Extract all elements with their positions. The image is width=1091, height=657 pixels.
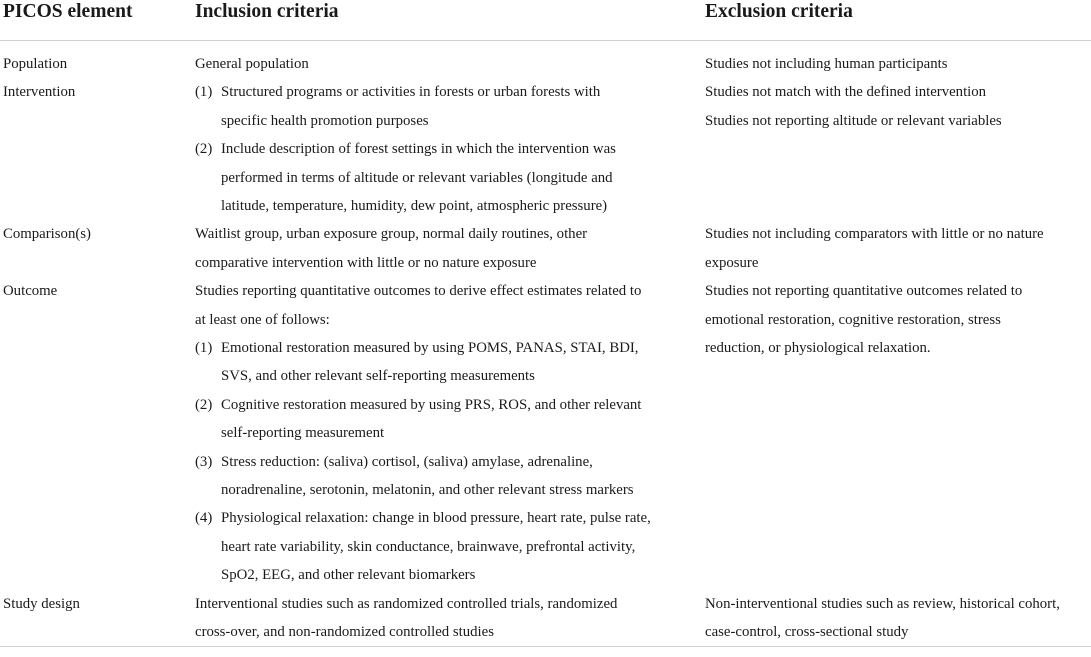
table-header	[0, 0, 1091, 41]
inclusion-criteria-cell	[195, 50, 685, 78]
inclusion-item-line: SpO2, EEG, and other relevant biomarkers	[221, 567, 476, 584]
exclusion-criteria-cell	[705, 78, 1091, 135]
table-row	[0, 78, 1091, 220]
inclusion-item-line: Include description of forest settings in which the intervention was	[221, 141, 616, 158]
inclusion-list-item	[195, 78, 685, 135]
exclusion-criteria-cell	[705, 590, 1091, 647]
exclusion-text-line: Studies not match with the defined intervention	[705, 84, 987, 101]
inclusion-item-line: heart rate variability, skin conductance, brainwave, prefrontal activity,	[221, 538, 636, 555]
inclusion-text-line: General population	[195, 56, 309, 72]
inclusion-list-item	[195, 448, 685, 505]
list-item-number: (1)	[195, 340, 213, 356]
inclusion-item-line: specific health promotion purposes	[221, 112, 429, 129]
inclusion-criteria-cell	[195, 277, 685, 589]
exclusion-text-line: case-control, cross-sectional study	[705, 623, 909, 640]
table-row	[0, 590, 1091, 647]
exclusion-text-line: Studies not reporting quantitative outcomes related to	[705, 283, 1023, 300]
inclusion-item-line: self-reporting measurement	[221, 425, 385, 442]
exclusion-criteria-cell	[705, 50, 1091, 78]
inclusion-item-line: Emotional restoration measured by using POMS, PANAS, STAI, BDI,	[221, 340, 639, 356]
inclusion-criteria-cell	[195, 78, 685, 220]
list-item-number: (2)	[195, 396, 213, 413]
table-body	[0, 50, 1091, 646]
header-picos-element: PICOS element	[3, 1, 133, 22]
inclusion-text-line: Studies reporting quantitative outcomes to derive effect estimates related to	[195, 283, 642, 300]
exclusion-text-line: Studies not including human participants	[705, 56, 948, 72]
exclusion-text-line: Studies not reporting altitude or relevant variables	[705, 112, 1002, 129]
picos-element-cell: Study design	[3, 595, 80, 612]
inclusion-item-line: noradrenaline, serotonin, melatonin, and other relevant stress markers	[221, 482, 634, 499]
exclusion-criteria-cell	[705, 277, 1091, 362]
inclusion-item-line: Structured programs or activities in forests or urban forests with	[221, 84, 601, 101]
header-exclusion-criteria: Exclusion criteria	[705, 1, 853, 22]
inclusion-item-line: Cognitive restoration measured by using PRS, ROS, and other relevant	[221, 396, 642, 413]
header-inclusion-criteria: Inclusion criteria	[195, 1, 339, 22]
list-item-number: (4)	[195, 510, 213, 527]
table-row	[0, 277, 1091, 589]
inclusion-item-line: Physiological relaxation: change in blood pressure, heart rate, pulse rate,	[221, 510, 651, 527]
inclusion-item-line: performed in terms of altitude or relevant variables (longitude and	[221, 169, 613, 186]
inclusion-item-line: latitude, temperature, humidity, dew point, atmospheric pressure)	[221, 198, 608, 215]
list-item-number: (1)	[195, 84, 213, 101]
inclusion-item-line: SVS, and other relevant self-reporting measurements	[221, 368, 535, 385]
inclusion-text-line: Waitlist group, urban exposure group, normal daily routines, other	[195, 226, 588, 243]
inclusion-text-line: at least one of follows:	[195, 311, 330, 328]
bottom-rule	[0, 646, 1091, 647]
inclusion-list-item	[195, 334, 685, 391]
exclusion-text-line: reduction, or physiological relaxation.	[705, 340, 931, 356]
inclusion-list-item	[195, 135, 685, 220]
exclusion-text-line: Studies not including comparators with little or no nature	[705, 226, 1044, 243]
picos-element-cell: Population	[3, 56, 68, 72]
inclusion-text-line: comparative intervention with little or no nature exposure	[195, 254, 537, 271]
picos-element-cell: Outcome	[3, 283, 58, 300]
list-item-number: (3)	[195, 453, 213, 470]
inclusion-criteria-cell	[195, 590, 685, 647]
table-row	[0, 50, 1091, 78]
exclusion-text-line: emotional restoration, cognitive restoration, stress	[705, 311, 1001, 328]
exclusion-text-line: Non-interventional studies such as review, historical cohort,	[705, 595, 1060, 612]
exclusion-criteria-cell	[705, 220, 1091, 277]
inclusion-criteria-cell	[195, 220, 685, 277]
inclusion-item-line: Stress reduction: (saliva) cortisol, (saliva) amylase, adrenaline,	[221, 453, 593, 470]
list-item-number: (2)	[195, 141, 213, 158]
inclusion-list-item	[195, 391, 685, 448]
picos-element-cell: Comparison(s)	[3, 226, 91, 243]
table-row	[0, 220, 1091, 277]
inclusion-list-item	[195, 504, 685, 589]
inclusion-text-line: Interventional studies such as randomized controlled trials, randomized	[195, 595, 618, 612]
picos-element-cell: Intervention	[3, 84, 76, 101]
inclusion-text-line: cross-over, and non-randomized controlled studies	[195, 623, 494, 640]
exclusion-text-line: exposure	[705, 254, 759, 271]
